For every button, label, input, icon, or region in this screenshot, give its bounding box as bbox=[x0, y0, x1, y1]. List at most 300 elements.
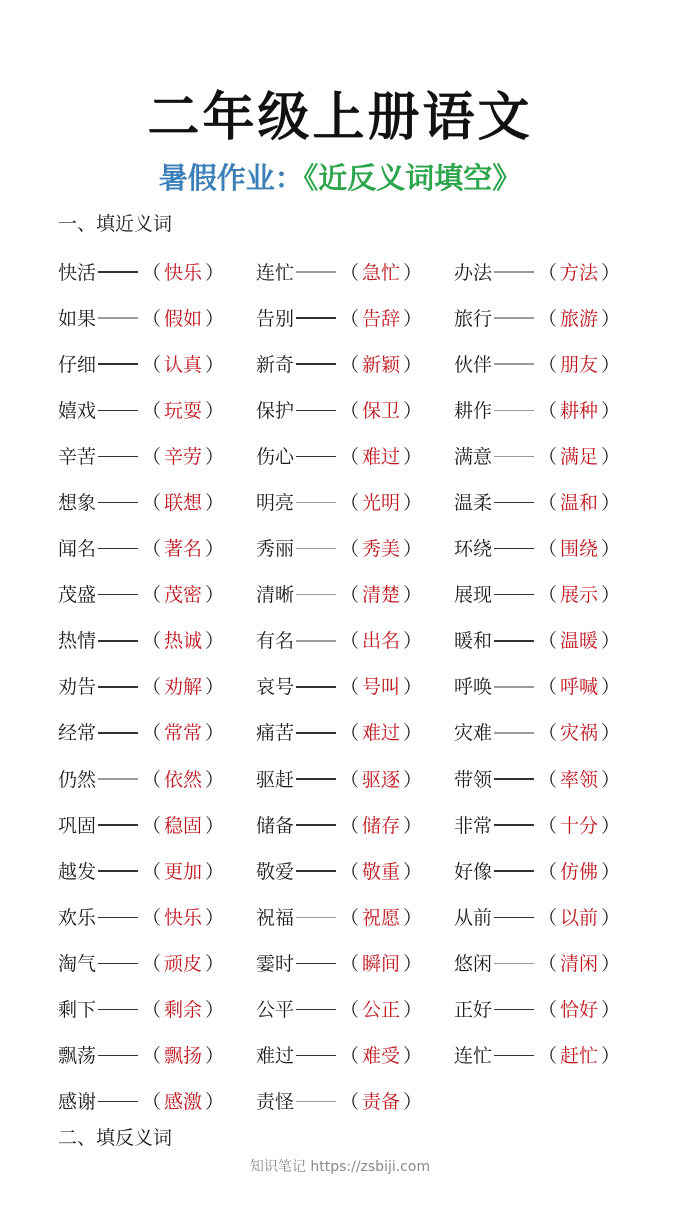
pair-answer: 温暖 bbox=[560, 630, 599, 653]
pair-answer: 号叫 bbox=[362, 676, 401, 699]
open-paren: （ bbox=[538, 353, 558, 376]
close-paren: ） bbox=[205, 353, 225, 376]
synonym-pair bbox=[256, 809, 454, 839]
pair-answer: 责备 bbox=[362, 1091, 401, 1114]
section-heading-antonyms: 二、填反义词 bbox=[58, 1127, 173, 1149]
close-paren: ） bbox=[205, 999, 225, 1021]
footer-watermark: 知识笔记 https://zsbiji.com bbox=[249, 1159, 431, 1175]
pair-word: 旅行 bbox=[454, 307, 493, 330]
pair-answer: 辛劳 bbox=[164, 445, 203, 468]
pair-answer: 方法 bbox=[560, 261, 599, 284]
pair-word: 辛苦 bbox=[58, 445, 97, 468]
close-paren: ） bbox=[601, 860, 621, 883]
pair-answer: 茂密 bbox=[164, 584, 203, 607]
open-paren: （ bbox=[142, 445, 162, 468]
synonym-pair bbox=[454, 440, 652, 470]
synonym-pair bbox=[58, 763, 256, 793]
close-paren: ） bbox=[403, 630, 423, 653]
pair-dash bbox=[296, 963, 336, 965]
pair-dash bbox=[494, 502, 534, 504]
open-paren: （ bbox=[142, 722, 162, 745]
pair-word: 仍然 bbox=[58, 768, 97, 791]
close-paren: ） bbox=[601, 999, 621, 1021]
open-paren: （ bbox=[142, 906, 162, 929]
open-paren: （ bbox=[142, 1091, 162, 1114]
synonym-pair bbox=[58, 947, 256, 977]
pair-answer: 难过 bbox=[362, 722, 401, 745]
pair-dash bbox=[98, 824, 138, 826]
pair-answer: 更加 bbox=[164, 860, 203, 883]
pair-answer: 仿佛 bbox=[560, 860, 599, 883]
pair-dash bbox=[494, 271, 534, 273]
synonym-pair bbox=[58, 625, 256, 655]
pair-word: 闻名 bbox=[58, 538, 97, 561]
close-paren: ） bbox=[205, 952, 225, 975]
pair-dash bbox=[98, 870, 138, 872]
pair-word: 公平 bbox=[256, 999, 295, 1021]
synonym-pair bbox=[454, 1040, 652, 1070]
pair-dash bbox=[98, 594, 138, 596]
synonym-pair bbox=[454, 717, 652, 747]
pair-word: 巩固 bbox=[58, 814, 97, 837]
pair-answer: 朋友 bbox=[560, 353, 599, 376]
close-paren: ） bbox=[403, 353, 423, 376]
open-paren: （ bbox=[340, 538, 360, 561]
synonym-pair bbox=[454, 809, 652, 839]
pair-word: 从前 bbox=[454, 906, 493, 929]
synonym-pair bbox=[58, 1086, 256, 1116]
close-paren: ） bbox=[205, 491, 225, 514]
open-paren: （ bbox=[340, 768, 360, 791]
pair-dash bbox=[494, 778, 534, 780]
pair-word: 越发 bbox=[58, 860, 97, 883]
pair-dash bbox=[296, 548, 336, 550]
synonym-pair bbox=[256, 302, 454, 332]
pair-word: 呼唤 bbox=[454, 676, 493, 699]
close-paren: ） bbox=[205, 445, 225, 468]
open-paren: （ bbox=[340, 999, 360, 1021]
synonym-pair bbox=[256, 671, 454, 701]
pair-word: 明亮 bbox=[256, 491, 295, 514]
close-paren: ） bbox=[205, 860, 225, 883]
open-paren: （ bbox=[142, 399, 162, 422]
pair-dash bbox=[98, 732, 138, 734]
pair-word: 灾难 bbox=[454, 722, 493, 745]
pair-word: 展现 bbox=[454, 584, 493, 607]
section-heading-synonyms: 一、填近义词 bbox=[58, 213, 173, 235]
close-paren: ） bbox=[403, 399, 423, 422]
synonym-pair-grid bbox=[58, 256, 658, 1132]
close-paren: ） bbox=[601, 353, 621, 376]
pair-word: 新奇 bbox=[256, 353, 295, 376]
synonym-pair bbox=[58, 855, 256, 885]
pair-answer: 十分 bbox=[560, 814, 599, 837]
open-paren: （ bbox=[538, 722, 558, 745]
pair-word: 耕作 bbox=[454, 399, 493, 422]
pair-word: 伤心 bbox=[256, 445, 295, 468]
open-paren: （ bbox=[142, 261, 162, 284]
open-paren: （ bbox=[142, 538, 162, 561]
pair-answer: 难受 bbox=[362, 1045, 401, 1068]
pair-dash bbox=[98, 1101, 138, 1103]
open-paren: （ bbox=[538, 399, 558, 422]
open-paren: （ bbox=[538, 584, 558, 607]
pair-dash bbox=[494, 732, 534, 734]
pair-answer: 快乐 bbox=[164, 906, 203, 929]
pair-answer: 呼喊 bbox=[560, 676, 599, 699]
pair-word: 连忙 bbox=[256, 261, 295, 284]
page-subtitle bbox=[0, 157, 680, 199]
close-paren: ） bbox=[205, 722, 225, 745]
close-paren: ） bbox=[403, 722, 423, 745]
close-paren: ） bbox=[601, 630, 621, 653]
close-paren: ） bbox=[205, 307, 225, 330]
pair-answer: 清楚 bbox=[362, 584, 401, 607]
open-paren: （ bbox=[142, 307, 162, 330]
pair-word: 保护 bbox=[256, 399, 295, 422]
pair-dash bbox=[296, 1009, 336, 1011]
pair-answer: 率领 bbox=[560, 768, 599, 791]
pair-word: 驱赶 bbox=[256, 768, 295, 791]
pair-word: 储备 bbox=[256, 814, 295, 837]
pair-dash bbox=[98, 1055, 138, 1057]
pair-answer: 著名 bbox=[164, 538, 203, 561]
open-paren: （ bbox=[142, 999, 162, 1021]
synonym-pair bbox=[454, 256, 652, 286]
pair-dash bbox=[296, 640, 336, 642]
pair-answer: 感激 bbox=[164, 1091, 203, 1114]
close-paren: ） bbox=[403, 1045, 423, 1068]
pair-dash bbox=[494, 963, 534, 965]
synonym-pair bbox=[454, 579, 652, 609]
pair-word: 如果 bbox=[58, 307, 97, 330]
pair-answer: 灾祸 bbox=[560, 722, 599, 745]
open-paren: （ bbox=[538, 1045, 558, 1068]
close-paren: ） bbox=[403, 906, 423, 929]
pair-word: 带领 bbox=[454, 768, 493, 791]
pair-dash bbox=[494, 317, 534, 319]
synonym-pair bbox=[58, 256, 256, 286]
open-paren: （ bbox=[538, 906, 558, 929]
synonym-pair bbox=[256, 717, 454, 747]
close-paren: ） bbox=[205, 399, 225, 422]
synonym-pair bbox=[454, 947, 652, 977]
pair-dash bbox=[494, 1055, 534, 1057]
pair-dash bbox=[98, 640, 138, 642]
close-paren: ） bbox=[601, 906, 621, 929]
pair-dash bbox=[494, 363, 534, 365]
synonym-pair bbox=[454, 625, 652, 655]
pair-dash bbox=[296, 1101, 336, 1103]
synonym-pair bbox=[256, 901, 454, 931]
pair-word: 经常 bbox=[58, 722, 97, 745]
close-paren: ） bbox=[205, 768, 225, 791]
subtitle-prefix: 暑假作业： bbox=[158, 161, 304, 195]
close-paren: ） bbox=[403, 999, 423, 1021]
open-paren: （ bbox=[142, 768, 162, 791]
open-paren: （ bbox=[142, 1045, 162, 1068]
close-paren: ） bbox=[403, 445, 423, 468]
close-paren: ） bbox=[403, 584, 423, 607]
pair-word: 悠闲 bbox=[454, 952, 493, 975]
open-paren: （ bbox=[142, 860, 162, 883]
synonym-pair bbox=[256, 625, 454, 655]
open-paren: （ bbox=[340, 630, 360, 653]
open-paren: （ bbox=[538, 814, 558, 837]
open-paren: （ bbox=[142, 353, 162, 376]
pair-dash bbox=[296, 363, 336, 365]
pair-answer: 秀美 bbox=[362, 538, 401, 561]
synonym-pair bbox=[256, 440, 454, 470]
pair-answer: 满足 bbox=[560, 445, 599, 468]
open-paren: （ bbox=[538, 445, 558, 468]
pair-word: 秀丽 bbox=[256, 538, 295, 561]
pair-word: 有名 bbox=[256, 630, 295, 653]
close-paren: ） bbox=[601, 491, 621, 514]
pair-word: 暖和 bbox=[454, 630, 493, 653]
pair-word: 嬉戏 bbox=[58, 399, 97, 422]
pair-word: 难过 bbox=[256, 1045, 295, 1068]
pair-word: 责怪 bbox=[256, 1091, 295, 1114]
open-paren: （ bbox=[340, 1091, 360, 1114]
pair-word: 祝福 bbox=[256, 906, 295, 929]
pair-answer: 光明 bbox=[362, 491, 401, 514]
pair-answer: 敬重 bbox=[362, 860, 401, 883]
pair-dash bbox=[494, 548, 534, 550]
pair-answer: 展示 bbox=[560, 584, 599, 607]
pair-word: 清晰 bbox=[256, 584, 295, 607]
synonym-pair bbox=[454, 763, 652, 793]
pair-answer: 耕种 bbox=[560, 399, 599, 422]
open-paren: （ bbox=[538, 952, 558, 975]
pair-answer: 储存 bbox=[362, 814, 401, 837]
pair-word: 仔细 bbox=[58, 353, 97, 376]
pair-dash bbox=[98, 456, 138, 458]
pair-word: 连忙 bbox=[454, 1045, 493, 1068]
pair-answer: 玩耍 bbox=[164, 399, 203, 422]
close-paren: ） bbox=[205, 630, 225, 653]
pair-word: 正好 bbox=[454, 999, 493, 1021]
pair-answer: 假如 bbox=[164, 307, 203, 330]
synonym-pair bbox=[58, 1040, 256, 1070]
open-paren: （ bbox=[340, 399, 360, 422]
synonym-pair bbox=[454, 394, 652, 424]
close-paren: ） bbox=[601, 261, 621, 284]
synonym-pair bbox=[256, 533, 454, 563]
pair-word: 温柔 bbox=[454, 491, 493, 514]
open-paren: （ bbox=[340, 353, 360, 376]
synonym-pair bbox=[58, 579, 256, 609]
open-paren: （ bbox=[538, 999, 558, 1021]
pair-word: 茂盛 bbox=[58, 584, 97, 607]
pair-word: 剩下 bbox=[58, 999, 97, 1021]
pair-dash bbox=[98, 917, 138, 919]
synonym-pair bbox=[454, 486, 652, 516]
close-paren: ） bbox=[403, 538, 423, 561]
pair-answer: 急忙 bbox=[362, 261, 401, 284]
pair-word: 淘气 bbox=[58, 952, 97, 975]
pair-answer: 围绕 bbox=[560, 538, 599, 561]
open-paren: （ bbox=[340, 952, 360, 975]
synonym-pair bbox=[256, 1086, 454, 1116]
close-paren: ） bbox=[403, 261, 423, 284]
page-title: 二年级上册语文 bbox=[147, 88, 533, 148]
pair-answer: 公正 bbox=[362, 999, 401, 1021]
open-paren: （ bbox=[538, 630, 558, 653]
close-paren: ） bbox=[601, 538, 621, 561]
close-paren: ） bbox=[601, 445, 621, 468]
close-paren: ） bbox=[403, 860, 423, 883]
pair-word: 痛苦 bbox=[256, 722, 295, 745]
close-paren: ） bbox=[403, 814, 423, 837]
open-paren: （ bbox=[340, 1045, 360, 1068]
synonym-pair bbox=[58, 302, 256, 332]
synonym-pair bbox=[454, 855, 652, 885]
pair-word: 满意 bbox=[454, 445, 493, 468]
pair-dash bbox=[98, 778, 138, 780]
close-paren: ） bbox=[601, 768, 621, 791]
open-paren: （ bbox=[538, 261, 558, 284]
pair-word: 劝告 bbox=[58, 676, 97, 699]
pair-answer: 以前 bbox=[560, 906, 599, 929]
pair-dash bbox=[494, 594, 534, 596]
close-paren: ） bbox=[205, 584, 225, 607]
pair-dash bbox=[98, 548, 138, 550]
close-paren: ） bbox=[601, 952, 621, 975]
pair-word: 好像 bbox=[454, 860, 493, 883]
synonym-pair bbox=[256, 348, 454, 378]
pair-answer: 剩余 bbox=[164, 999, 203, 1021]
pair-dash bbox=[494, 410, 534, 412]
pair-dash bbox=[98, 363, 138, 365]
pair-dash bbox=[296, 410, 336, 412]
pair-word: 快活 bbox=[58, 261, 97, 284]
close-paren: ） bbox=[403, 491, 423, 514]
pair-word: 伙伴 bbox=[454, 353, 493, 376]
pair-dash bbox=[98, 502, 138, 504]
pair-answer: 驱逐 bbox=[362, 768, 401, 791]
close-paren: ） bbox=[403, 768, 423, 791]
pair-answer: 难过 bbox=[362, 445, 401, 468]
synonym-pair bbox=[58, 717, 256, 747]
pair-answer: 热诚 bbox=[164, 630, 203, 653]
synonym-pair bbox=[58, 440, 256, 470]
close-paren: ） bbox=[205, 1091, 225, 1114]
pair-answer: 赶忙 bbox=[560, 1045, 599, 1068]
close-paren: ） bbox=[601, 584, 621, 607]
open-paren: （ bbox=[142, 491, 162, 514]
pair-answer: 瞬间 bbox=[362, 952, 401, 975]
close-paren: ） bbox=[205, 906, 225, 929]
close-paren: ） bbox=[205, 261, 225, 284]
close-paren: ） bbox=[403, 676, 423, 699]
open-paren: （ bbox=[538, 676, 558, 699]
synonym-pair bbox=[58, 486, 256, 516]
open-paren: （ bbox=[340, 307, 360, 330]
open-paren: （ bbox=[538, 491, 558, 514]
pair-answer: 出名 bbox=[362, 630, 401, 653]
pair-dash bbox=[296, 870, 336, 872]
pair-word: 告别 bbox=[256, 307, 295, 330]
pair-answer: 旅游 bbox=[560, 307, 599, 330]
pair-dash bbox=[296, 732, 336, 734]
pair-dash bbox=[98, 271, 138, 273]
synonym-pair bbox=[454, 348, 652, 378]
open-paren: （ bbox=[340, 676, 360, 699]
open-paren: （ bbox=[340, 261, 360, 284]
synonym-pair bbox=[256, 486, 454, 516]
open-paren: （ bbox=[142, 676, 162, 699]
close-paren: ） bbox=[205, 538, 225, 561]
close-paren: ） bbox=[601, 307, 621, 330]
pair-answer: 新颖 bbox=[362, 353, 401, 376]
pair-answer: 劝解 bbox=[164, 676, 203, 699]
pair-answer: 恰好 bbox=[560, 999, 599, 1021]
open-paren: （ bbox=[340, 860, 360, 883]
pair-answer: 稳固 bbox=[164, 814, 203, 837]
pair-dash bbox=[296, 502, 336, 504]
pair-word: 感谢 bbox=[58, 1091, 97, 1114]
open-paren: （ bbox=[142, 952, 162, 975]
synonym-pair bbox=[256, 994, 454, 1024]
pair-dash bbox=[296, 917, 336, 919]
pair-dash bbox=[296, 824, 336, 826]
pair-word: 环绕 bbox=[454, 538, 493, 561]
pair-dash bbox=[98, 1009, 138, 1011]
close-paren: ） bbox=[601, 722, 621, 745]
pair-answer: 认真 bbox=[164, 353, 203, 376]
synonym-pair bbox=[58, 348, 256, 378]
pair-answer: 顽皮 bbox=[164, 952, 203, 975]
pair-answer: 温和 bbox=[560, 491, 599, 514]
synonym-pair bbox=[256, 256, 454, 286]
synonym-pair bbox=[454, 533, 652, 563]
pair-word: 敬爱 bbox=[256, 860, 295, 883]
pair-answer: 常常 bbox=[164, 722, 203, 745]
pair-answer: 飘扬 bbox=[164, 1045, 203, 1068]
open-paren: （ bbox=[340, 814, 360, 837]
close-paren: ） bbox=[205, 676, 225, 699]
open-paren: （ bbox=[340, 491, 360, 514]
open-paren: （ bbox=[142, 630, 162, 653]
pair-dash bbox=[494, 686, 534, 688]
pair-word: 霎时 bbox=[256, 952, 295, 975]
pair-dash bbox=[296, 594, 336, 596]
close-paren: ） bbox=[403, 307, 423, 330]
close-paren: ） bbox=[601, 399, 621, 422]
pair-dash bbox=[296, 456, 336, 458]
close-paren: ） bbox=[601, 814, 621, 837]
pair-dash bbox=[494, 640, 534, 642]
open-paren: （ bbox=[538, 538, 558, 561]
synonym-pair bbox=[58, 994, 256, 1024]
pair-word: 飘荡 bbox=[58, 1045, 97, 1068]
pair-dash bbox=[296, 778, 336, 780]
pair-answer: 祝愿 bbox=[362, 906, 401, 929]
pair-dash bbox=[296, 1055, 336, 1057]
synonym-pair bbox=[58, 809, 256, 839]
synonym-pair bbox=[256, 394, 454, 424]
pair-dash bbox=[296, 271, 336, 273]
synonym-pair bbox=[256, 763, 454, 793]
pair-dash bbox=[494, 917, 534, 919]
pair-answer: 告辞 bbox=[362, 307, 401, 330]
close-paren: ） bbox=[601, 676, 621, 699]
synonym-pair bbox=[256, 1040, 454, 1070]
close-paren: ） bbox=[403, 1091, 423, 1114]
synonym-pair bbox=[58, 394, 256, 424]
pair-dash bbox=[494, 870, 534, 872]
